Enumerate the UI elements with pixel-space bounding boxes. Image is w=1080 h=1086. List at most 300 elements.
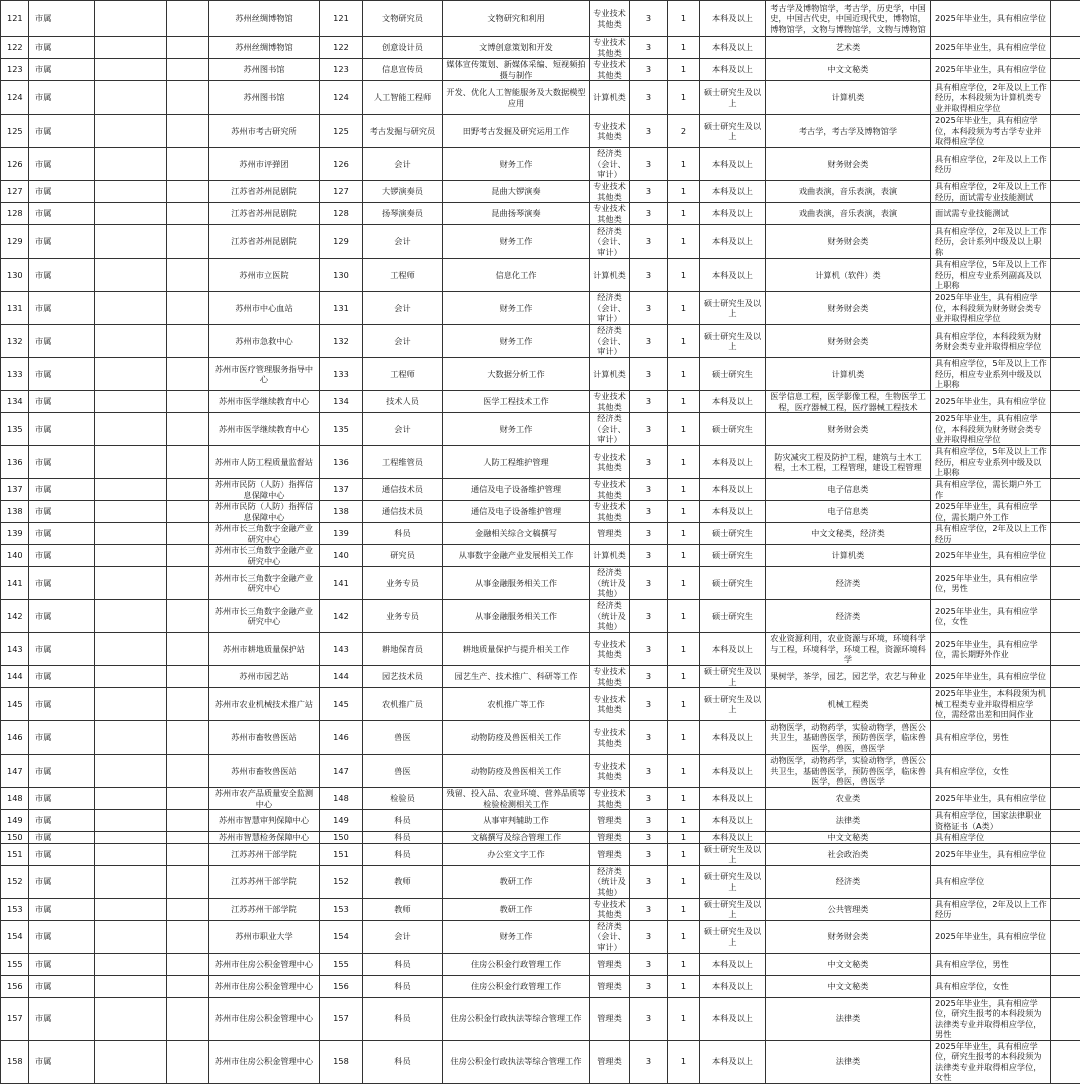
cell-education: 本科及以上: [700, 259, 766, 292]
cell-education: 本科及以上: [700, 832, 766, 844]
table-row: [1, 567, 1080, 600]
cell-post-name: 技术人员: [363, 391, 443, 413]
cell-number: 140: [1, 545, 29, 567]
cell-major: 计算机类: [766, 545, 931, 567]
cell-blank: [1051, 865, 1080, 898]
cell-education: 硕士研究生: [700, 413, 766, 446]
cell-other-requirements: 具有相应学位，国家法律职业资格证书（A类）: [931, 810, 1051, 832]
cell-other-requirements: 2025年毕业生，具有相应学位，本科段须为财务财会类专业并取得相应学位: [931, 413, 1051, 446]
cell-post-code: 126: [320, 148, 363, 181]
cell-blank: [95, 148, 167, 181]
cell-blank: [95, 479, 167, 501]
cell-blank: [95, 1, 167, 37]
cell-duty: 医学工程技术工作: [443, 391, 590, 413]
cell-level: 市属: [29, 391, 95, 413]
cell-blank: [95, 843, 167, 865]
cell-major: 财务财会类: [766, 325, 931, 358]
cell-count: 1: [668, 391, 700, 413]
cell-education: 硕士研究生: [700, 567, 766, 600]
cell-ratio: 3: [630, 413, 668, 446]
cell-blank: [95, 37, 167, 59]
cell-post-name: 会计: [363, 920, 443, 953]
cell-unit: 苏州市急救中心: [209, 325, 320, 358]
cell-post-code: 155: [320, 953, 363, 975]
cell-duty: 残留、投入品、农业环境、营养品质等检验检测相关工作: [443, 788, 590, 810]
cell-other-requirements: 具有相应学位，2年及以上工作经历，会计系列中级及以上职称: [931, 225, 1051, 259]
cell-post-code: 131: [320, 292, 363, 325]
cell-other-requirements: 2025年毕业生，具有相应学位: [931, 788, 1051, 810]
cell-duty: 动物防疫及兽医相关工作: [443, 721, 590, 755]
cell-level: 市属: [29, 788, 95, 810]
cell-level: 市属: [29, 920, 95, 953]
cell-number: 121: [1, 1, 29, 37]
cell-blank: [95, 259, 167, 292]
cell-count: 1: [668, 148, 700, 181]
cell-category: 经济类（会计、审计）: [590, 225, 630, 259]
cell-count: 1: [668, 953, 700, 975]
cell-post-name: 文物研究员: [363, 1, 443, 37]
cell-post-name: 科员: [363, 953, 443, 975]
cell-duty: 住房公积金行政执法等综合管理工作: [443, 1040, 590, 1083]
cell-post-code: 125: [320, 115, 363, 148]
cell-major: 艺术类: [766, 37, 931, 59]
cell-other-requirements: 具有相应学位，2年及以上工作经历: [931, 898, 1051, 920]
cell-post-code: 146: [320, 721, 363, 755]
cell-post-code: 157: [320, 997, 363, 1040]
cell-duty: 人防工程维护管理: [443, 446, 590, 479]
cell-blank: [1051, 953, 1080, 975]
cell-education: 本科及以上: [700, 37, 766, 59]
cell-level: 市属: [29, 479, 95, 501]
cell-duty: 农机推广等工作: [443, 688, 590, 721]
table-row: [1, 501, 1080, 523]
cell-blank: [167, 501, 209, 523]
cell-count: 1: [668, 600, 700, 633]
cell-category: 管理类: [590, 843, 630, 865]
cell-major: 经济类: [766, 865, 931, 898]
cell-category: 专业技术其他类: [590, 688, 630, 721]
cell-level: 市属: [29, 292, 95, 325]
cell-category: 管理类: [590, 975, 630, 997]
table-row: [1, 721, 1080, 755]
cell-post-name: 通信技术员: [363, 501, 443, 523]
cell-other-requirements: 2025年毕业生，具有相应学位: [931, 545, 1051, 567]
cell-education: 本科及以上: [700, 953, 766, 975]
cell-blank: [167, 325, 209, 358]
cell-post-code: 137: [320, 479, 363, 501]
cell-post-name: 人工智能工程师: [363, 81, 443, 115]
table-row: [1, 225, 1080, 259]
cell-blank: [95, 225, 167, 259]
table-row: [1, 997, 1080, 1040]
cell-blank: [95, 81, 167, 115]
cell-major: 中文文秘类，经济类: [766, 523, 931, 545]
cell-number: 146: [1, 721, 29, 755]
cell-blank: [167, 567, 209, 600]
cell-unit: 苏州图书馆: [209, 59, 320, 81]
cell-number: 154: [1, 920, 29, 953]
table-row: [1, 325, 1080, 358]
cell-duty: 财务工作: [443, 413, 590, 446]
cell-post-name: 大锣演奏员: [363, 181, 443, 203]
cell-level: 市属: [29, 81, 95, 115]
cell-blank: [167, 997, 209, 1040]
cell-level: 市属: [29, 997, 95, 1040]
cell-level: 市属: [29, 358, 95, 391]
cell-post-name: 会计: [363, 292, 443, 325]
cell-blank: [1051, 358, 1080, 391]
cell-level: 市属: [29, 810, 95, 832]
table-row: [1, 479, 1080, 501]
cell-blank: [167, 292, 209, 325]
cell-post-name: 创意设计员: [363, 37, 443, 59]
cell-post-name: 业务专员: [363, 567, 443, 600]
cell-level: 市属: [29, 721, 95, 755]
cell-duty: 住房公积金行政管理工作: [443, 975, 590, 997]
cell-unit: 苏州市长三角数字金融产业研究中心: [209, 600, 320, 633]
cell-duty: 教研工作: [443, 898, 590, 920]
cell-education: 硕士研究生: [700, 600, 766, 633]
cell-category: 专业技术其他类: [590, 479, 630, 501]
cell-unit: 江苏苏州干部学院: [209, 898, 320, 920]
cell-level: 市属: [29, 666, 95, 688]
cell-post-code: 138: [320, 501, 363, 523]
cell-ratio: 3: [630, 479, 668, 501]
cell-blank: [1051, 920, 1080, 953]
cell-blank: [1051, 1040, 1080, 1083]
cell-blank: [1051, 325, 1080, 358]
cell-blank: [95, 721, 167, 755]
cell-category: 经济类（会计、审计）: [590, 325, 630, 358]
cell-blank: [95, 292, 167, 325]
cell-unit: 苏州图书馆: [209, 81, 320, 115]
cell-number: 147: [1, 755, 29, 788]
cell-ratio: 3: [630, 545, 668, 567]
cell-duty: 财务工作: [443, 225, 590, 259]
cell-post-code: 141: [320, 567, 363, 600]
cell-level: 市属: [29, 259, 95, 292]
cell-number: 137: [1, 479, 29, 501]
cell-blank: [1051, 788, 1080, 810]
cell-blank: [1051, 721, 1080, 755]
cell-education: 本科及以上: [700, 59, 766, 81]
table-row: [1, 203, 1080, 225]
cell-number: 143: [1, 633, 29, 666]
cell-unit: 苏州市职业大学: [209, 920, 320, 953]
cell-level: 市属: [29, 545, 95, 567]
cell-number: 156: [1, 975, 29, 997]
cell-other-requirements: 具有相应学位，需长期户外工作: [931, 479, 1051, 501]
cell-major: 防灾减灾工程及防护工程，建筑与土木工程，土木工程，工程管理，建设工程管理: [766, 446, 931, 479]
cell-post-name: 科员: [363, 997, 443, 1040]
cell-post-name: 会计: [363, 148, 443, 181]
cell-other-requirements: 2025年毕业生，具有相应学位，研究生报考的本科段须为法律类专业并取得相应学位，女性: [931, 1040, 1051, 1083]
cell-unit: 苏州市园艺站: [209, 666, 320, 688]
cell-ratio: 3: [630, 666, 668, 688]
cell-category: 专业技术其他类: [590, 37, 630, 59]
cell-post-code: 142: [320, 600, 363, 633]
cell-category: 管理类: [590, 1040, 630, 1083]
cell-blank: [167, 413, 209, 446]
cell-major: 果树学，茶学，园艺，园艺学，农艺与种业: [766, 666, 931, 688]
cell-blank: [1051, 832, 1080, 844]
cell-count: 1: [668, 567, 700, 600]
cell-blank: [1051, 391, 1080, 413]
cell-other-requirements: 具有相应学位，男性: [931, 953, 1051, 975]
cell-count: 1: [668, 59, 700, 81]
cell-blank: [167, 203, 209, 225]
cell-post-code: 133: [320, 358, 363, 391]
cell-number: 151: [1, 843, 29, 865]
cell-category: 经济类（会计、审计）: [590, 148, 630, 181]
cell-category: 专业技术其他类: [590, 115, 630, 148]
cell-ratio: 3: [630, 953, 668, 975]
cell-education: 硕士研究生及以上: [700, 898, 766, 920]
cell-education: 硕士研究生及以上: [700, 688, 766, 721]
cell-education: 硕士研究生及以上: [700, 325, 766, 358]
cell-blank: [95, 446, 167, 479]
cell-other-requirements: 具有相应学位，女性: [931, 975, 1051, 997]
cell-other-requirements: 2025年毕业生，本科段须为机械工程类专业并取得相应学位，需经常出差和田间作业: [931, 688, 1051, 721]
cell-ratio: 3: [630, 1040, 668, 1083]
cell-number: 158: [1, 1040, 29, 1083]
cell-blank: [167, 755, 209, 788]
cell-post-name: 工程师: [363, 259, 443, 292]
cell-major: 中文文秘类: [766, 953, 931, 975]
cell-blank: [95, 523, 167, 545]
cell-education: 本科及以上: [700, 755, 766, 788]
cell-duty: 从事审判辅助工作: [443, 810, 590, 832]
cell-count: 1: [668, 1040, 700, 1083]
cell-major: 社会政治类: [766, 843, 931, 865]
cell-category: 专业技术其他类: [590, 898, 630, 920]
cell-major: 戏曲表演，音乐表演，表演: [766, 181, 931, 203]
cell-duty: 办公室文字工作: [443, 843, 590, 865]
cell-major: 考古学，考古学及博物馆学: [766, 115, 931, 148]
cell-ratio: 3: [630, 810, 668, 832]
cell-major: 中文文秘类: [766, 59, 931, 81]
cell-unit: 苏州市长三角数字金融产业研究中心: [209, 545, 320, 567]
cell-ratio: 3: [630, 37, 668, 59]
cell-ratio: 3: [630, 898, 668, 920]
cell-post-code: 143: [320, 633, 363, 666]
cell-unit: 苏州丝绸博物馆: [209, 37, 320, 59]
cell-post-name: 研究员: [363, 545, 443, 567]
cell-count: 1: [668, 688, 700, 721]
cell-post-code: 129: [320, 225, 363, 259]
cell-count: 1: [668, 721, 700, 755]
cell-blank: [1051, 413, 1080, 446]
cell-count: 1: [668, 446, 700, 479]
cell-blank: [95, 501, 167, 523]
cell-major: 电子信息类: [766, 501, 931, 523]
cell-education: 本科及以上: [700, 788, 766, 810]
table-row: [1, 865, 1080, 898]
cell-count: 1: [668, 788, 700, 810]
table-row: [1, 688, 1080, 721]
cell-number: 141: [1, 567, 29, 600]
cell-blank: [167, 843, 209, 865]
cell-other-requirements: 2025年毕业生，具有相应学位: [931, 1, 1051, 37]
cell-duty: 财务工作: [443, 325, 590, 358]
cell-count: 1: [668, 975, 700, 997]
cell-blank: [95, 203, 167, 225]
cell-post-code: 134: [320, 391, 363, 413]
cell-education: 本科及以上: [700, 391, 766, 413]
cell-duty: 文博创意策划和开发: [443, 37, 590, 59]
cell-blank: [167, 920, 209, 953]
cell-count: 1: [668, 259, 700, 292]
cell-post-code: 121: [320, 1, 363, 37]
cell-blank: [1051, 1, 1080, 37]
cell-number: 129: [1, 225, 29, 259]
cell-category: 管理类: [590, 997, 630, 1040]
cell-blank: [95, 325, 167, 358]
table-row: [1, 391, 1080, 413]
cell-other-requirements: 2025年毕业生，具有相应学位，需长期野外作业: [931, 633, 1051, 666]
cell-other-requirements: 具有相应学位，女性: [931, 755, 1051, 788]
cell-other-requirements: 具有相应学位: [931, 865, 1051, 898]
cell-ratio: 3: [630, 567, 668, 600]
cell-duty: 开发、优化人工智能服务及大数据模型应用: [443, 81, 590, 115]
cell-blank: [95, 997, 167, 1040]
cell-category: 专业技术其他类: [590, 446, 630, 479]
cell-education: 本科及以上: [700, 1, 766, 37]
cell-level: 市属: [29, 148, 95, 181]
table-row: [1, 259, 1080, 292]
cell-major: 经济类: [766, 600, 931, 633]
cell-blank: [1051, 567, 1080, 600]
cell-count: 1: [668, 523, 700, 545]
cell-blank: [1051, 600, 1080, 633]
table-row: [1, 181, 1080, 203]
cell-number: 155: [1, 953, 29, 975]
cell-duty: 大数据分析工作: [443, 358, 590, 391]
cell-category: 专业技术其他类: [590, 633, 630, 666]
cell-duty: 住房公积金行政管理工作: [443, 953, 590, 975]
cell-blank: [167, 81, 209, 115]
cell-post-code: 152: [320, 865, 363, 898]
cell-education: 本科及以上: [700, 633, 766, 666]
cell-category: 专业技术其他类: [590, 721, 630, 755]
cell-blank: [167, 225, 209, 259]
cell-unit: 苏州市耕地质量保护站: [209, 633, 320, 666]
cell-level: 市属: [29, 843, 95, 865]
cell-blank: [167, 953, 209, 975]
cell-post-name: 兽医: [363, 721, 443, 755]
cell-post-code: 130: [320, 259, 363, 292]
cell-blank: [1051, 225, 1080, 259]
cell-unit: 苏州市中心血站: [209, 292, 320, 325]
cell-duty: 田野考古发掘及研究运用工作: [443, 115, 590, 148]
cell-major: 电子信息类: [766, 479, 931, 501]
cell-blank: [167, 721, 209, 755]
cell-other-requirements: 面试需专业技能测试: [931, 203, 1051, 225]
cell-blank: [95, 898, 167, 920]
cell-other-requirements: 具有相应学位，2年及以上工作经历，本科段须为计算机类专业并取得相应学位: [931, 81, 1051, 115]
cell-education: 本科及以上: [700, 997, 766, 1040]
cell-ratio: 3: [630, 975, 668, 997]
cell-post-name: 兽医: [363, 755, 443, 788]
cell-education: 硕士研究生: [700, 523, 766, 545]
cell-blank: [1051, 666, 1080, 688]
cell-unit: 江苏省苏州昆剧院: [209, 225, 320, 259]
cell-blank: [1051, 810, 1080, 832]
table-row: [1, 666, 1080, 688]
cell-level: 市属: [29, 832, 95, 844]
cell-post-name: 耕地保育员: [363, 633, 443, 666]
cell-post-code: 132: [320, 325, 363, 358]
cell-post-code: 147: [320, 755, 363, 788]
cell-category: 专业技术其他类: [590, 666, 630, 688]
cell-level: 市属: [29, 523, 95, 545]
cell-number: 150: [1, 832, 29, 844]
cell-blank: [95, 1040, 167, 1083]
cell-level: 市属: [29, 1040, 95, 1083]
cell-unit: 苏州市民防（人防）指挥信息保障中心: [209, 501, 320, 523]
cell-number: 124: [1, 81, 29, 115]
table-row: [1, 292, 1080, 325]
cell-duty: 金融相关综合文稿撰写: [443, 523, 590, 545]
cell-count: 1: [668, 832, 700, 844]
cell-other-requirements: 具有相应学位，本科段须为财务财会类专业并取得相应学位: [931, 325, 1051, 358]
cell-blank: [1051, 181, 1080, 203]
cell-blank: [167, 1, 209, 37]
cell-duty: 财务工作: [443, 148, 590, 181]
cell-education: 硕士研究生及以上: [700, 920, 766, 953]
cell-ratio: 3: [630, 148, 668, 181]
cell-blank: [167, 446, 209, 479]
cell-post-code: 150: [320, 832, 363, 844]
cell-unit: 苏州市住房公积金管理中心: [209, 1040, 320, 1083]
cell-major: 动物医学，动物药学，实验动物学，兽医公共卫生，基础兽医学，预防兽医学，临床兽医学，兽医，兽医学: [766, 721, 931, 755]
cell-number: 138: [1, 501, 29, 523]
cell-post-code: 153: [320, 898, 363, 920]
cell-blank: [95, 666, 167, 688]
cell-post-name: 科员: [363, 975, 443, 997]
cell-unit: 苏州丝绸博物馆: [209, 1, 320, 37]
cell-other-requirements: 具有相应学位，2年及以上工作经历: [931, 148, 1051, 181]
cell-post-code: 144: [320, 666, 363, 688]
cell-ratio: 3: [630, 865, 668, 898]
cell-ratio: 3: [630, 259, 668, 292]
cell-major: 农业类: [766, 788, 931, 810]
cell-ratio: 3: [630, 115, 668, 148]
cell-other-requirements: 具有相应学位，5年及以上工作经历，相应专业系列副高及以上职称: [931, 259, 1051, 292]
table-row: [1, 600, 1080, 633]
cell-blank: [1051, 501, 1080, 523]
cell-blank: [167, 865, 209, 898]
cell-blank: [1051, 523, 1080, 545]
cell-blank: [95, 688, 167, 721]
cell-count: 1: [668, 325, 700, 358]
cell-ratio: 3: [630, 225, 668, 259]
cell-post-name: 工程师: [363, 358, 443, 391]
cell-blank: [95, 567, 167, 600]
cell-unit: 江苏省苏州昆剧院: [209, 181, 320, 203]
table-row: [1, 898, 1080, 920]
cell-count: 1: [668, 666, 700, 688]
cell-level: 市属: [29, 37, 95, 59]
cell-category: 经济类（统计及其他）: [590, 567, 630, 600]
cell-unit: 苏州市医学继续教育中心: [209, 413, 320, 446]
cell-duty: 财务工作: [443, 920, 590, 953]
cell-education: 本科及以上: [700, 479, 766, 501]
cell-post-name: 教师: [363, 898, 443, 920]
cell-post-code: 128: [320, 203, 363, 225]
table-row: [1, 953, 1080, 975]
cell-post-code: 127: [320, 181, 363, 203]
